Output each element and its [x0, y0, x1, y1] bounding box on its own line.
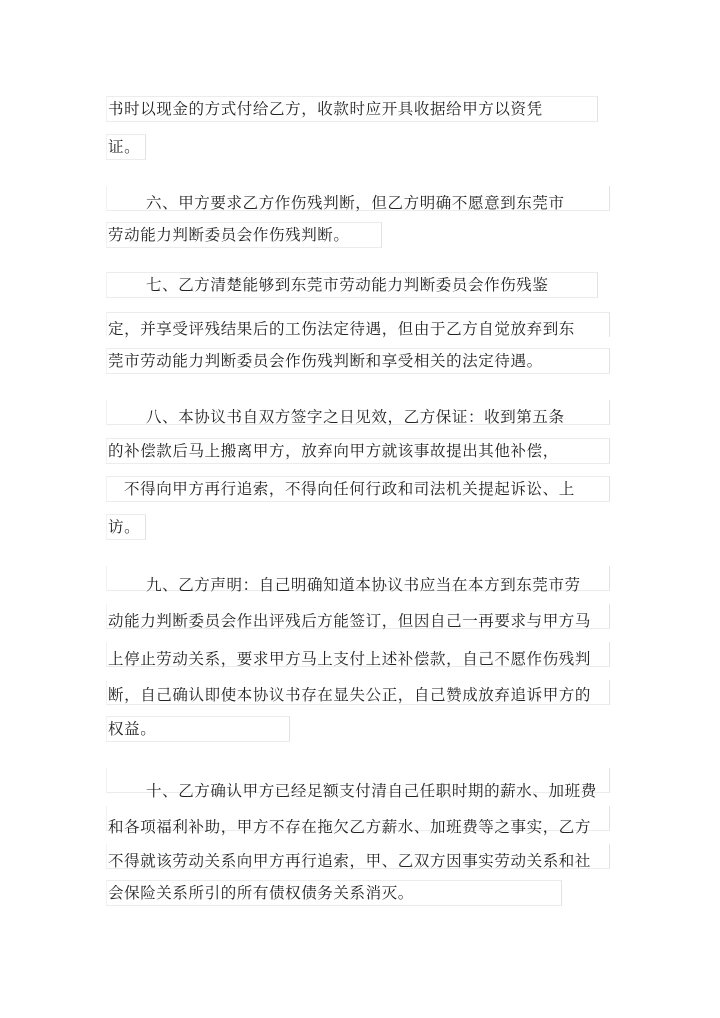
text-line: 莞市劳动能力判断委员会作伤残判断和享受相关的法定待遇。	[108, 352, 543, 370]
text-line: 定，并享受评残结果后的工伤法定待遇，但由于乙方自觉放弃到东	[108, 320, 575, 338]
clause-heading-line: 八、本协议书自双方签字之日见效，乙方保证：收到第五条	[146, 408, 565, 426]
text-line: 的补偿款后马上搬离甲方，放弃向甲方就该事故提出其他补偿，	[108, 442, 559, 460]
text-line: 不得向甲方再行追索，不得向任何行政和司法机关提起诉讼、上	[124, 480, 575, 498]
text-line: 权益。	[108, 720, 157, 738]
clause-heading-line: 十、乙方确认甲方已经足额支付清自己任职时期的薪水、加班费	[146, 782, 597, 800]
text-line: 动能力判断委员会作出评残后方能签订，但因自己一再要求与甲方马	[108, 612, 592, 630]
clause-heading-line: 六、甲方要求乙方作伤残判断，但乙方明确不愿意到东莞市	[146, 194, 565, 212]
text-line: 会保险关系所引的所有债权债务关系消灭。	[108, 884, 414, 902]
text-line: 上停止劳动关系，要求甲方马上支付上述补偿款，自己不愿作伤残判	[108, 650, 592, 668]
text-line: 证。	[108, 138, 141, 156]
text-line: 断，自己确认即使本协议书存在显失公正，自己赞成放弃追诉甲方的	[108, 686, 592, 704]
clause-heading-line: 九、乙方声明：自己明确知道本协议书应当在本方到东莞市劳	[146, 576, 581, 594]
text-line: 访。	[108, 518, 141, 536]
text-line: 不得就该劳动关系向甲方再行追索，甲、乙双方因事实劳动关系和社	[108, 852, 592, 870]
clause-heading-line: 七、乙方清楚能够到东莞市劳动能力判断委员会作伤残鉴	[146, 276, 549, 294]
text-line: 和各项福利补助，甲方不存在拖欠乙方薪水、加班费等之事实，乙方	[108, 818, 592, 836]
text-line: 书时以现金的方式付给乙方，收款时应开具收据给甲方以资凭	[108, 100, 543, 118]
text-line: 劳动能力判断委员会作伤残判断。	[108, 226, 350, 244]
